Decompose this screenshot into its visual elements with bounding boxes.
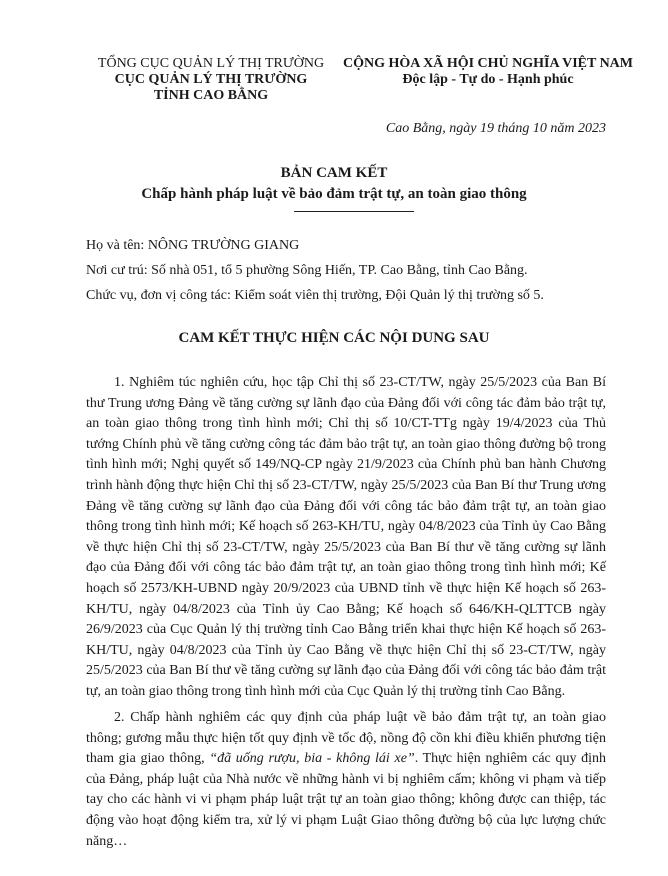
agency-header xyxy=(86,56,336,104)
commitment-item-2-text: 2. Chấp hành nghiêm các quy định của pháp luật về bảo đảm trật tự, an toàn giao thông; gương mẫu thực hiện tốt quy định về tốc độ, nồng độ cồn khi điều khiển phương tiện tham gia giao thông, xyxy=(86,710,606,767)
agency-province: TỈNH CAO BẰNG xyxy=(153,88,269,103)
national-header xyxy=(336,56,640,88)
title-divider xyxy=(294,211,414,212)
agency-name: CỤC QUẢN LÝ THỊ TRƯỜNG xyxy=(114,72,308,87)
national-motto: Độc lập - Tự do - Hạnh phúc xyxy=(402,72,574,87)
national-title: CỘNG HÒA XÃ HỘI CHỦ NGHĨA VIỆT NAM xyxy=(342,56,633,71)
commitment-item-2-text-continued: . Thực hiện nghiêm các quy định của Đảng, pháp luật của Nhà nước về những hành vi bị nghiêm cấm; không vi phạm và tiếp tay cho các hành vi vi phạm pháp luật trật tự an toàn giao thông; không được can thiệp, tác động vào hoạt động kiểm tra, xử lý vi phạm Luật Giao thông đường bộ của lực lượng chức năng… xyxy=(86,751,607,849)
document-title: BẢN CAM KẾT xyxy=(280,165,388,181)
commitment-item-2-quote: “đã uống rượu, bia - không lái xe” xyxy=(209,751,415,767)
agency-parent-name: TỔNG CỤC QUẢN LÝ THỊ TRƯỜNG xyxy=(97,56,325,71)
person-residence: Nơi cư trú: Số nhà 051, tổ 5 phường Sông Hiến, TP. Cao Bằng, tỉnh Cao Bằng. xyxy=(86,263,528,278)
person-name: Họ và tên: NÔNG TRƯỜNG GIANG xyxy=(86,238,300,253)
document-subtitle: Chấp hành pháp luật về bảo đảm trật tự, an toàn giao thông xyxy=(141,186,527,202)
commitment-item-1: 1. Nghiêm túc nghiên cứu, học tập Chỉ thị số 23-CT/TW, ngày 25/5/2023 của Ban Bí thư Trung ương Đảng về tăng cường sự lãnh đạo của Đảng đối với công tác đảm bảo trật tự, an toàn giao thông trong tình hình mới; Chỉ thị số 10/CT-TTg ngày 19/4/2023 của Thủ tướng Chính phủ về tăng cường công tác đảm bảo trật tự, an toàn giao thông đường bộ trong tình hình mới; Nghị quyết số 149/NQ-CP ngày 21/9/2023 của Chính phủ ban hành Chương trình hành động thực hiện Chỉ thị số 23-CT/TW, ngày 25/5/2023 của Ban Bí thư Trung ương Đảng về tăng cường sự lãnh đạo của Đảng đối với công tác bảo đảm trật tự, an toàn giao thông trong tình hình mới; Kế hoạch số 263-KH/TU, ngày 04/8/2023 của Tỉnh ủy Cao Bằng về thực hiện Chỉ thị số 23-CT/TW, ngày 25/5/2023 của Ban Bí thư về tăng cường sự lãnh đạo của Đảng đối với công tác bảo đảm trật tự, an toàn giao thông trong tình hình mới; Kế hoạch số 2573/KH-UBND ngày 20/9/2023 của UBND tỉnh về thực hiện Kế hoạch số 263-KH/TU, ngày 04/8/2023 của Tỉnh ủy Cao Bằng; Kế hoạch số 646/KH-QLTTCB ngày 26/9/2023 của Cục Quản lý thị trường tỉnh Cao Bằng triển khai thực hiện Kế hoạch số 263-KH/TU, ngày 04/8/2023 của Tỉnh ủy Cao Bằng về thực hiện Chỉ thị số 23-CT/TW, ngày 25/5/2023 của Ban Bí thư về tăng cường sự lãnh đạo của Đảng đối với công tác bảo đảm trật tự, an toàn giao thông trong tình hình mới của Cục Quản lý thị trường tỉnh Cao Bằng. xyxy=(86,375,606,699)
commitment-item-2 xyxy=(86,708,606,852)
section-heading: CAM KẾT THỰC HIỆN CÁC NỘI DUNG SAU xyxy=(178,330,490,346)
person-position: Chức vụ, đơn vị công tác: Kiểm soát viên thị trường, Đội Quản lý thị trường số 5. xyxy=(86,288,544,303)
document-date: Cao Bằng, ngày 19 tháng 10 năm 2023 xyxy=(385,121,606,136)
